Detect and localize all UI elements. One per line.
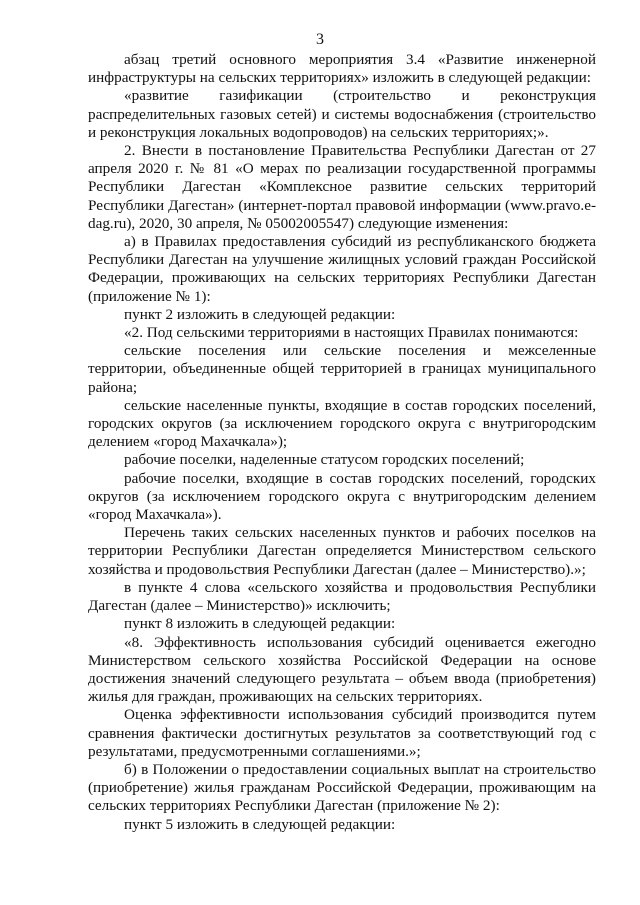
paragraph: Перечень таких сельских населенных пунктов и рабочих поселков на территории Республики Дагестан определяется Министерством сельского хозяйства и продовольствия Республики Дагестан (далее – Министерство).»;: [88, 524, 596, 578]
page-number: 3: [316, 31, 324, 48]
paragraph: пункт 8 изложить в следующей редакции:: [124, 615, 396, 633]
paragraph: Оценка эффективности использования субсидий производится путем сравнения фактически достигнутых результатов за соответствующий год с результатами, предусмотренными соглашениями.»;: [88, 706, 596, 760]
paragraph: рабочие поселки, наделенные статусом городских поселений;: [124, 451, 525, 469]
paragraph: сельские поселения или сельские поселения и межселенные территории, объединенные общей территорией в границах муниципального района;: [88, 342, 596, 396]
paragraph: пункт 5 изложить в следующей редакции:: [124, 815, 396, 833]
paragraph: 2. Внести в постановление Правительства Республики Дагестан от 27 апреля 2020 г. № 81 «О мерах по реализации государственной программы Республики Дагестан «Комплексное развитие сельских территорий Республики Дагестан» (интернет-портал правовой информации (www.pravo.e-dag.ru), 2020, 30 апреля, № 05002005547) следующие изменения:: [88, 142, 596, 232]
paragraph: «8. Эффективность использования субсидий оценивается ежегодно Министерством сельского хозяйства Российской Федерации на основе достижения значений следующего результата – объем ввода (приобретения) жилья для граждан, проживающих на сельских территориях.: [88, 633, 596, 706]
paragraph: «2. Под сельскими территориями в настоящих Правилах понимаются:: [124, 324, 579, 342]
paragraph: «развитие газификации (строительство и реконструкция распределительных газовых сетей) и системы водоснабжения (строительство и реконструкция локальных водопроводов) на сельских территориях;».: [88, 87, 596, 141]
paragraph: а) в Правилах предоставления субсидий из республиканского бюджета Республики Дагестан на улучшение жилищных условий граждан Российской Федерации, проживающих на сельских территориях Республики Дагестан (приложение № 1):: [88, 233, 596, 305]
paragraph: абзац третий основного мероприятия 3.4 «Развитие инженерной инфраструктуры на сельских территориях» изложить в следующей редакции:: [88, 51, 596, 87]
paragraph: пункт 2 изложить в следующей редакции:: [124, 305, 396, 323]
paragraph: в пункте 4 слова «сельского хозяйства и продовольствия Республики Дагестан (далее – Министерство)» исключить;: [88, 578, 596, 615]
paragraph: рабочие поселки, входящие в состав городских поселений, городских округов (за исключением городского округа с внутригородским делением «город Махачкала»).: [88, 469, 596, 524]
document-body: [88, 51, 596, 834]
paragraph: б) в Положении о предоставлении социальных выплат на строительство (приобретение) жилья гражданам Российской Федерации, проживающим на сельских территориях Республики Дагестан (приложение № 2):: [88, 760, 596, 815]
paragraph: сельские населенные пункты, входящие в состав городских поселений, городских округов (за исключением городского округа с внутригородским делением «город Махачкала»);: [88, 396, 596, 451]
